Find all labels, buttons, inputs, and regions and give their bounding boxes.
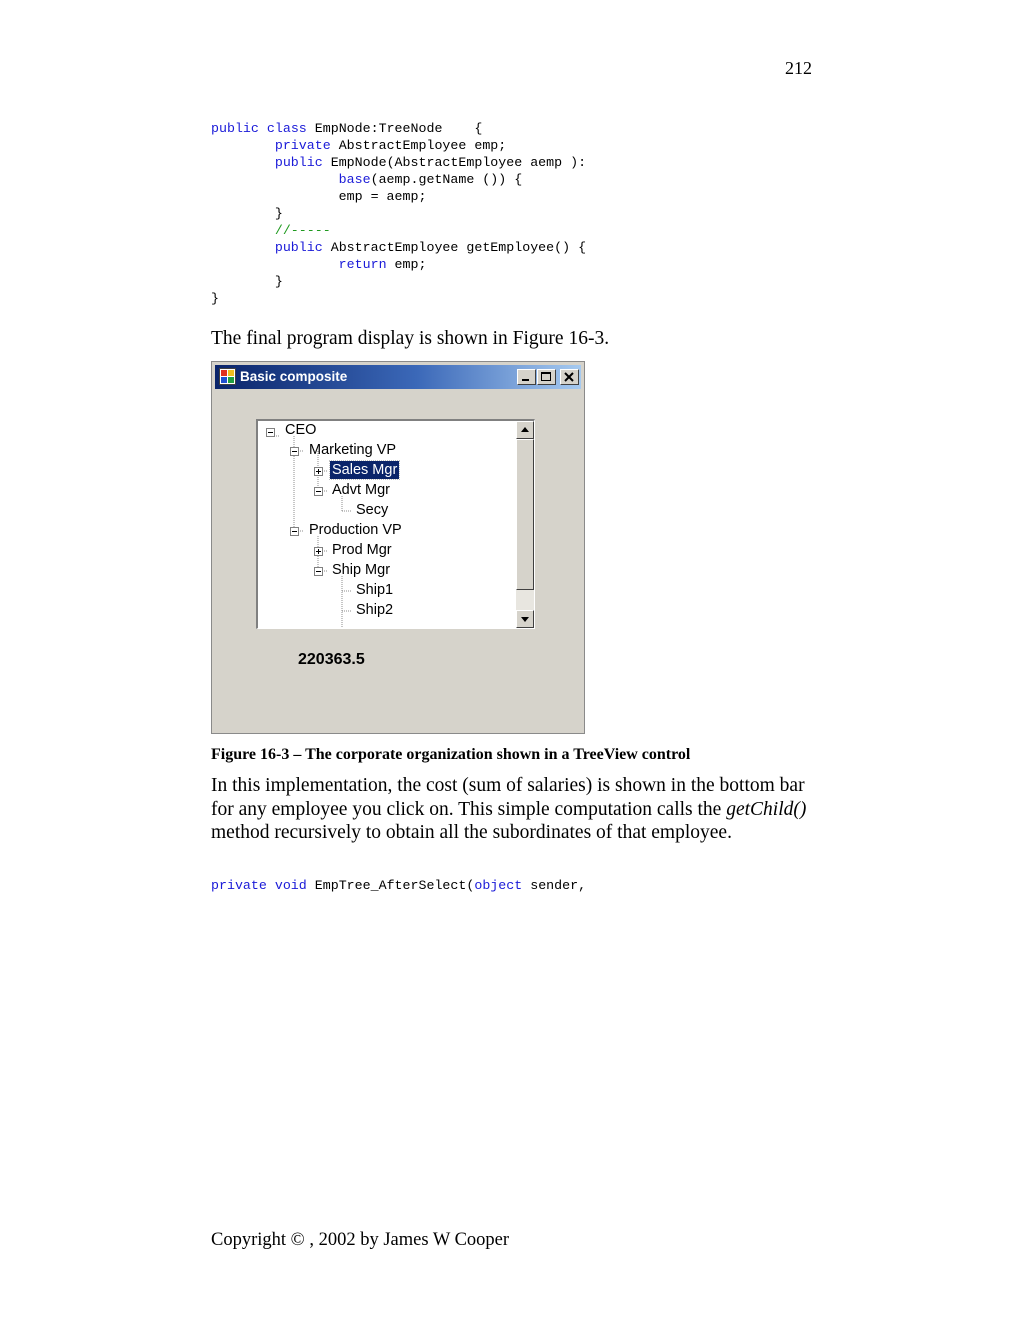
code-text: EmpNode:TreeNode {	[314, 121, 483, 136]
code-keyword: private	[274, 138, 331, 153]
code-keyword: base	[338, 172, 371, 187]
page-number: 212	[785, 58, 812, 78]
code-block-empnode	[211, 120, 586, 307]
tree-node-ship1[interactable]: Ship1	[356, 582, 394, 598]
figure-caption: Figure 16-3 – The corporate organization shown in a TreeView control	[211, 746, 691, 763]
arrow-down-icon	[517, 611, 533, 627]
code-text: sender,	[530, 878, 587, 893]
tree-node-marketing-vp[interactable]: Marketing VP	[309, 442, 397, 458]
code-keyword: public	[274, 240, 323, 255]
code-keyword: object	[474, 878, 523, 893]
basic-composite-window	[211, 361, 585, 734]
tree-scrollbar[interactable]	[516, 421, 534, 628]
close-icon	[561, 370, 578, 384]
code-text: emp;	[394, 257, 427, 272]
code-text: (aemp.getName ()) {	[370, 172, 523, 187]
tree-node-sales-mgr[interactable]: Sales Mgr	[332, 462, 398, 478]
code-keyword: public	[211, 121, 259, 136]
maximize-button[interactable]	[537, 369, 556, 385]
code-comment: //-----	[274, 223, 331, 238]
code-text: AbstractEmployee emp;	[338, 138, 507, 153]
close-button[interactable]	[560, 369, 579, 385]
app-icon	[219, 368, 236, 385]
minimize-button[interactable]	[517, 369, 536, 385]
collapse-toggle-ship-mgr[interactable]	[314, 567, 323, 576]
explanation-text: In this implementation, the cost (sum of salaries) is shown in the bottom bar for any employee you click on. This simple computation calls the	[211, 775, 805, 820]
code-text: }	[274, 274, 283, 289]
code-text: AbstractEmployee getEmployee() {	[330, 240, 587, 255]
code-block-afterselect	[211, 877, 586, 894]
minimize-icon	[518, 370, 535, 384]
copyright-footer: Copyright © , 2002 by James W Cooper	[211, 1230, 510, 1250]
tree-node-ceo[interactable]: CEO	[285, 422, 317, 438]
collapse-toggle-production-vp[interactable]	[290, 527, 299, 536]
code-keyword: return	[338, 257, 387, 272]
scroll-up-button[interactable]	[516, 421, 534, 439]
code-text: emp = aemp;	[338, 189, 427, 204]
method-name: getChild()	[726, 798, 807, 820]
collapse-toggle-marketing-vp[interactable]	[290, 447, 299, 456]
window-titlebar[interactable]	[215, 365, 581, 389]
code-text: }	[274, 206, 283, 221]
intro-paragraph: The final program display is shown in Figure 16-3.	[211, 328, 610, 349]
tree-node-production-vp[interactable]: Production VP	[309, 522, 402, 538]
tree-node-prod-mgr[interactable]: Prod Mgr	[332, 542, 392, 558]
tree-node-ship2[interactable]: Ship2	[356, 602, 394, 618]
explanation-text: method recursively to obtain all the subordinates of that employee.	[211, 822, 732, 843]
cost-label: 220363.5	[298, 651, 365, 668]
scroll-down-button[interactable]	[516, 610, 534, 628]
expand-toggle-prod-mgr[interactable]	[314, 547, 323, 556]
code-keyword: void	[274, 878, 307, 893]
collapse-toggle-ceo[interactable]	[266, 428, 275, 437]
explanation-paragraph	[211, 774, 811, 845]
code-keyword: public	[274, 155, 323, 170]
code-keyword: private	[211, 878, 267, 893]
tree-node-advt-mgr[interactable]: Advt Mgr	[332, 482, 391, 498]
employee-treeview[interactable]	[256, 419, 535, 629]
tree-node-ship-mgr[interactable]: Ship Mgr	[332, 562, 391, 578]
arrow-up-icon	[517, 422, 533, 438]
code-keyword: class	[266, 121, 307, 136]
maximize-icon	[538, 370, 555, 384]
tree-node-secy[interactable]: Secy	[356, 502, 389, 518]
code-text: EmpNode(AbstractEmployee aemp ):	[330, 155, 587, 170]
expand-toggle-sales-mgr[interactable]	[314, 467, 323, 476]
window-title: Basic composite	[240, 369, 348, 384]
code-text: }	[211, 291, 219, 306]
collapse-toggle-advt-mgr[interactable]	[314, 487, 323, 496]
scroll-thumb[interactable]	[516, 439, 534, 590]
code-text: EmpTree_AfterSelect(	[314, 878, 475, 893]
